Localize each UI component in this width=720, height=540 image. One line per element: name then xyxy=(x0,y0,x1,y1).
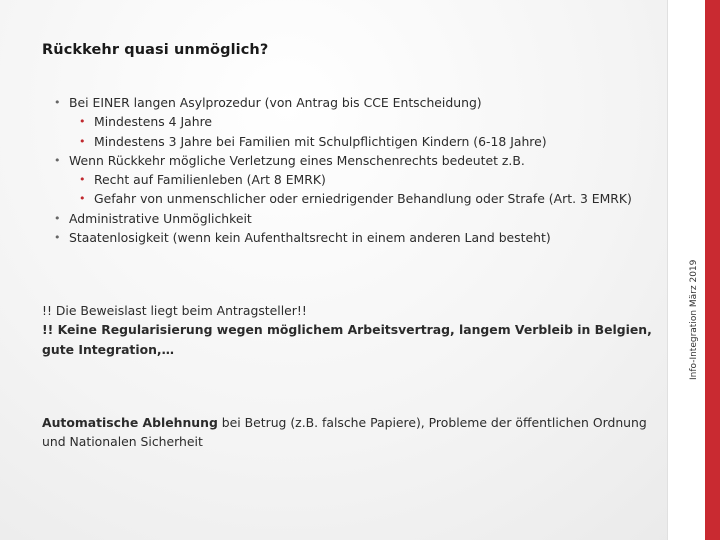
bullet-dot-icon: • xyxy=(54,96,61,109)
bullet-item xyxy=(54,228,674,247)
bullet-dot-icon: • xyxy=(79,192,86,206)
automatic-rejection-label: Automatische Ablehnung xyxy=(42,415,218,430)
burden-of-proof-note: !! Die Beweislast liegt beim Antragsteller!! xyxy=(42,303,307,318)
bullet-text: Mindestens 4 Jahre xyxy=(94,114,213,130)
note-block xyxy=(42,301,664,359)
bullet-dot-icon: • xyxy=(54,211,61,225)
accent-bar xyxy=(705,0,720,540)
bullet-list xyxy=(54,93,674,247)
bullet-text: Staatenlosigkeit (wenn kein Aufenthaltsrecht in einem anderen Land besteht) xyxy=(69,230,551,246)
bullet-dot-icon: • xyxy=(79,134,86,148)
bullet-text: Bei EINER langen Asylprozedur (von Antrag bis CCE Entscheidung) xyxy=(69,95,482,110)
bullet-item xyxy=(54,209,674,228)
bullet-text: Recht auf Familienleben (Art 8 EMRK) xyxy=(94,172,326,188)
bullet-dot-icon: • xyxy=(79,115,86,129)
bullet-dot-icon: • xyxy=(54,153,61,167)
bullet-item xyxy=(54,151,674,170)
bullet-dot-icon: • xyxy=(54,231,61,245)
bullet-text: Wenn Rückkehr mögliche Verletzung eines Menschenrechts bedeutet z.B. xyxy=(69,152,525,168)
bullet-text: Gefahr von unmenschlicher oder erniedrigender Behandlung oder Strafe (Art. 3 EMRK) xyxy=(94,191,632,207)
automatic-rejection-text: bei Betrug (z.B. falsche Papiere), Probleme der öffentlichen Ordnung und Nationalen Sicherheit xyxy=(42,415,647,450)
bullet-text: Administrative Unmöglichkeit xyxy=(69,210,252,226)
bullet-text: Mindestens 3 Jahre bei Familien mit Schulpflichtigen Kindern (6-18 Jahre) xyxy=(94,133,547,149)
bullet-item xyxy=(79,189,674,208)
side-label: Info-Integration März 2019 xyxy=(689,259,699,380)
bullet-item xyxy=(79,132,674,151)
no-regularisation-note: !! Keine Regularisierung wegen möglichem Arbeitsvertrag, langem Verbleib in Belgien, gute Integration,… xyxy=(42,322,652,357)
bullet-item xyxy=(79,112,674,131)
slide-title: Rückkehr quasi unmöglich? xyxy=(42,42,269,58)
bullet-dot-icon: • xyxy=(79,173,86,187)
bullet-item xyxy=(79,170,674,189)
automatic-rejection-note xyxy=(42,413,670,452)
bullet-item xyxy=(54,93,674,112)
